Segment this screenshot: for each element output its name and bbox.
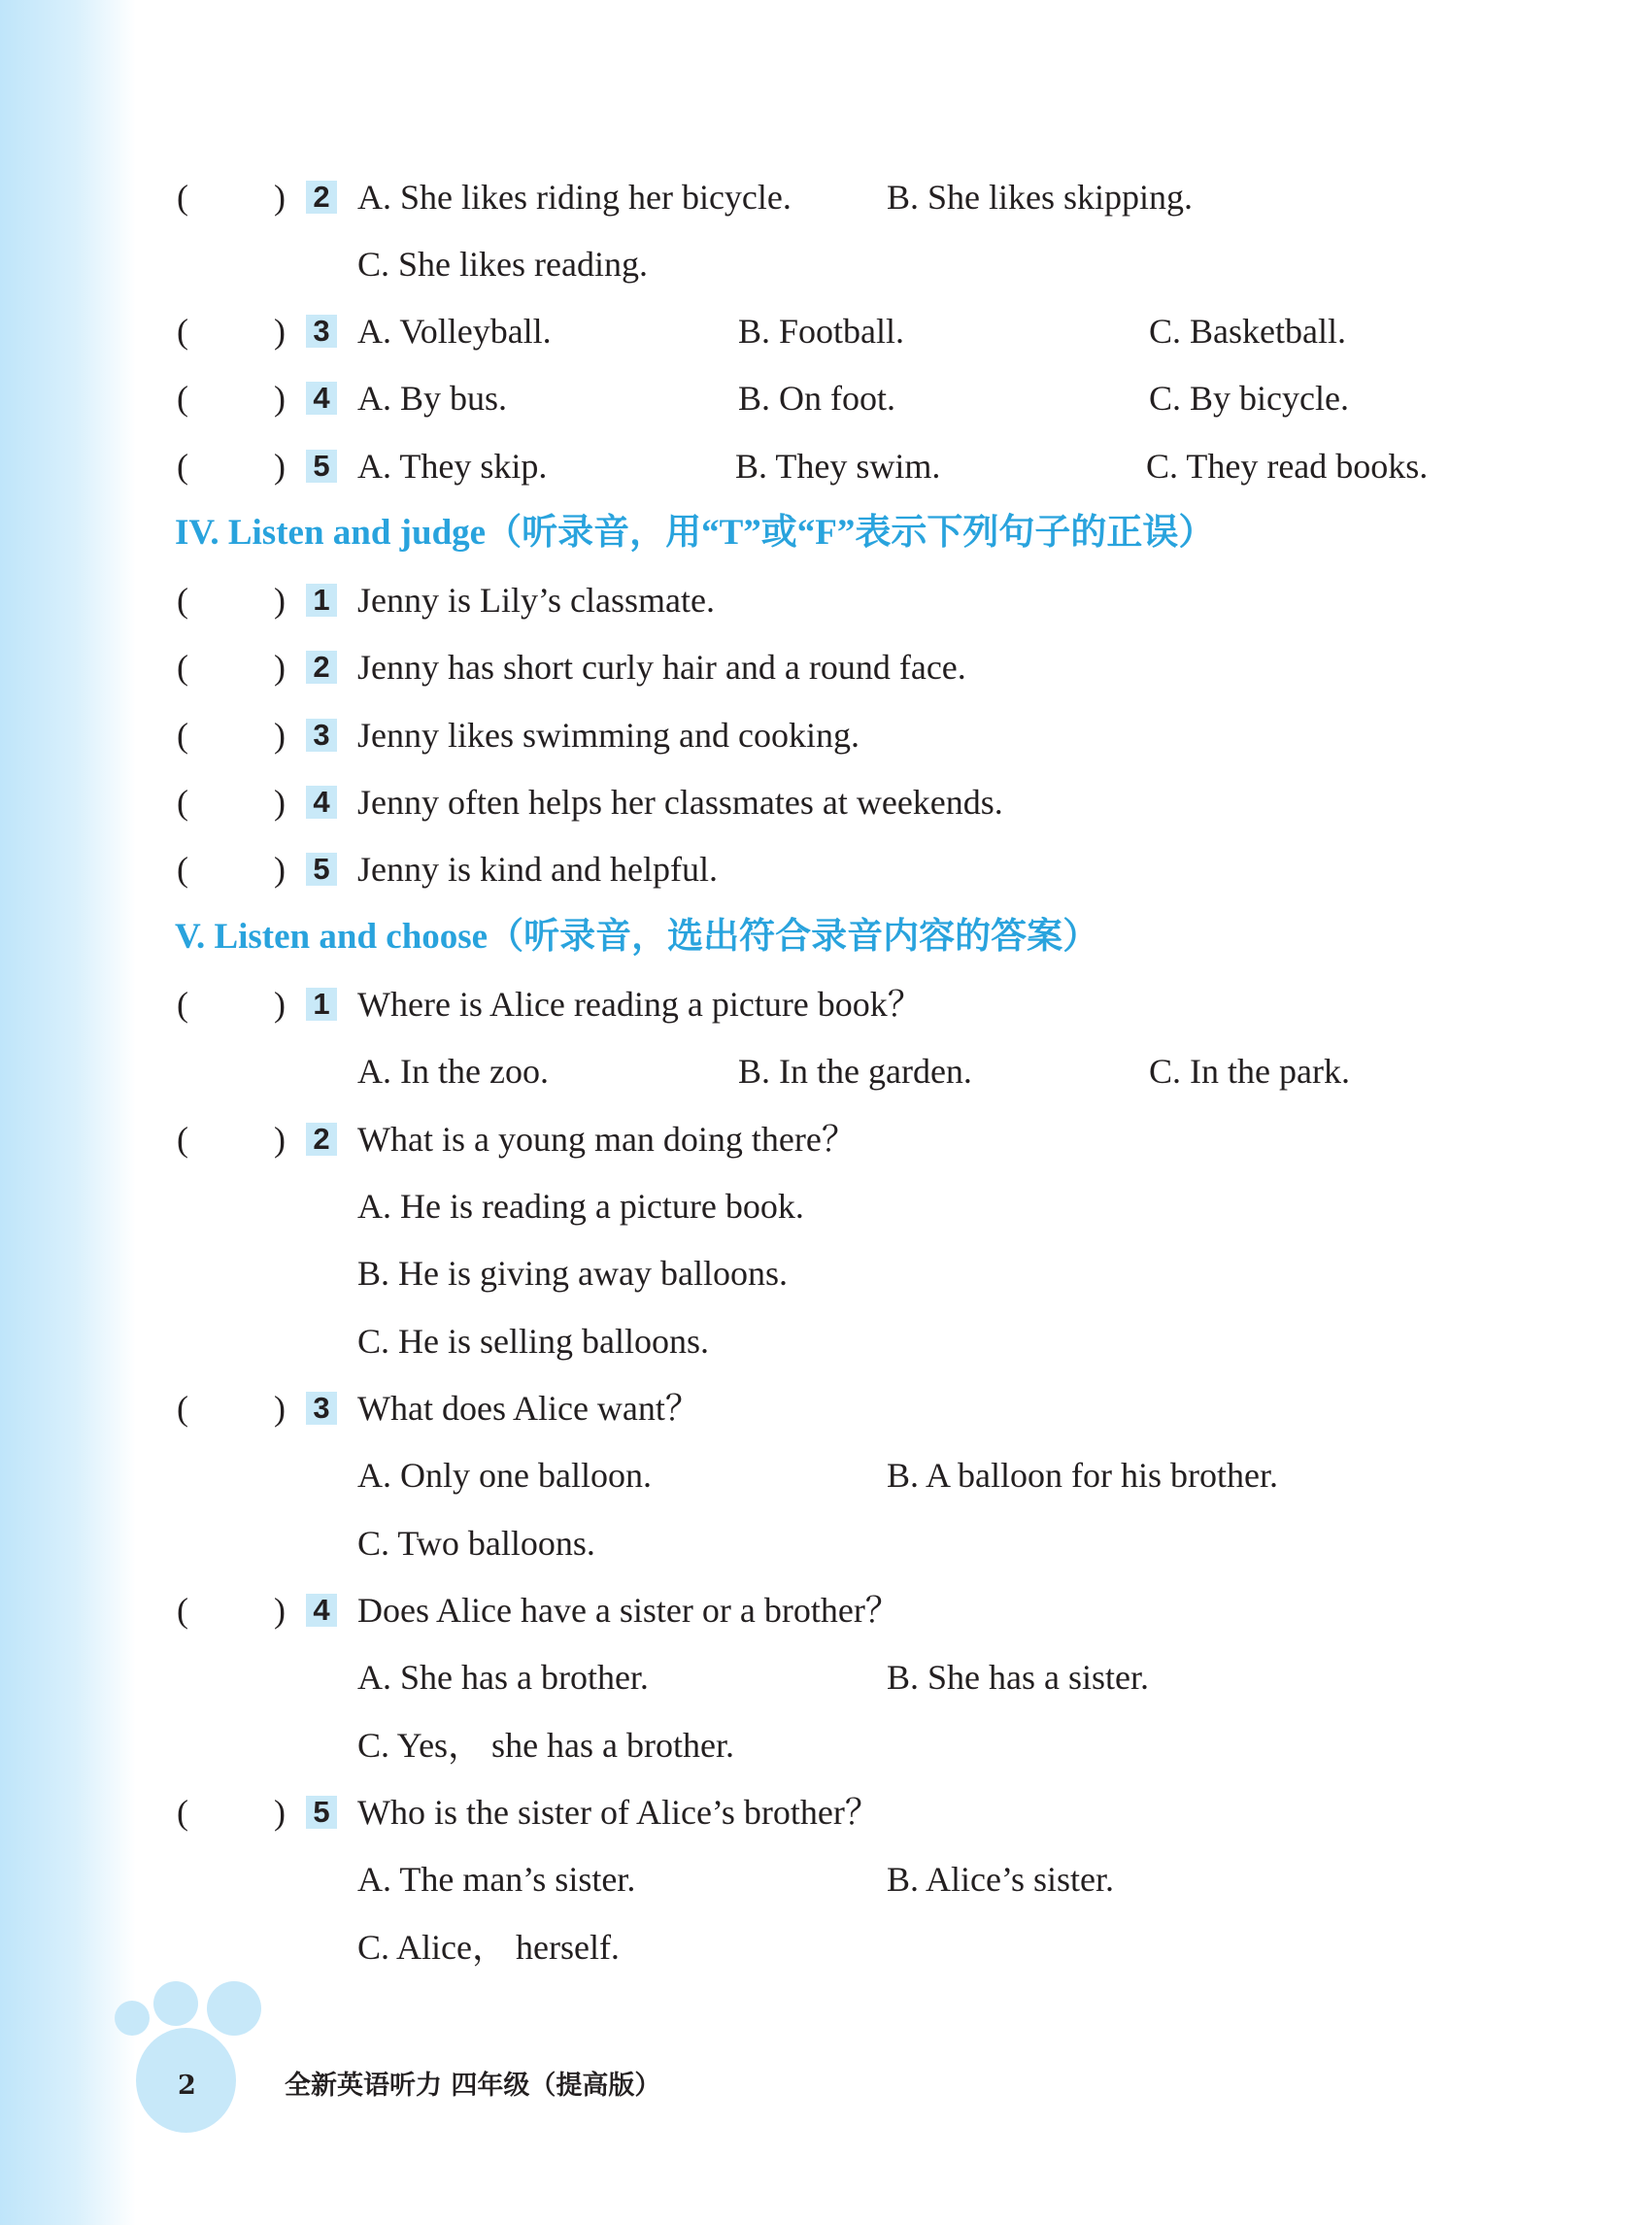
answer-blank-close: ) xyxy=(274,850,286,889)
answer-blank-close: ) xyxy=(274,312,286,351)
question-number: 3 xyxy=(306,719,337,752)
answer-blank-open: ( xyxy=(177,716,188,755)
answer-blank-open: ( xyxy=(177,1120,188,1159)
option-c: C. Basketball. xyxy=(1149,312,1346,351)
question-text: Where is Alice reading a picture book？ xyxy=(357,985,923,1024)
option-a: A. Volleyball. xyxy=(357,312,552,351)
answer-blank-open: ( xyxy=(177,1793,188,1832)
statement-text: Jenny is Lily’s classmate. xyxy=(357,581,715,620)
option-b: B. She has a sister. xyxy=(887,1658,1149,1697)
answer-blank-close: ) xyxy=(274,379,286,418)
book-title: 全新英语听力 四年级（提高版） xyxy=(285,2071,661,2101)
option-c: C. Two balloons. xyxy=(357,1524,595,1563)
answer-blank-close: ) xyxy=(274,581,286,620)
option-a: A. She has a brother. xyxy=(357,1658,649,1697)
answer-blank-close: ) xyxy=(274,783,286,822)
section-heading: V. Listen and choose（听录音，选出符合录音内容的答案） xyxy=(175,917,1099,957)
answer-blank-open: ( xyxy=(177,850,188,889)
option-a: A. She likes riding her bicycle. xyxy=(357,178,792,217)
question-text: What does Alice want？ xyxy=(357,1389,700,1428)
question-number: 4 xyxy=(306,1594,337,1627)
answer-blank-open: ( xyxy=(177,1591,188,1630)
option-a: A. He is reading a picture book. xyxy=(357,1187,804,1226)
option-b: B. He is giving away balloons. xyxy=(357,1254,788,1293)
answer-blank-close: ) xyxy=(274,1389,286,1428)
question-text: Who is the sister of Alice’s brother？ xyxy=(357,1793,880,1832)
answer-blank-open: ( xyxy=(177,447,188,486)
option-c: C. Yes， she has a brother. xyxy=(357,1726,734,1765)
answer-blank-close: ) xyxy=(274,648,286,687)
answer-blank-open: ( xyxy=(177,312,188,351)
question-text: Does Alice have a sister or a brother？ xyxy=(357,1591,900,1630)
statement-text: Jenny likes swimming and cooking. xyxy=(357,716,860,755)
answer-blank-open: ( xyxy=(177,648,188,687)
question-number: 4 xyxy=(306,786,337,819)
answer-blank-close: ) xyxy=(274,1120,286,1159)
option-c: C. They read books. xyxy=(1146,447,1429,486)
option-a: A. In the zoo. xyxy=(357,1052,549,1091)
question-number: 5 xyxy=(306,853,337,886)
option-b: B. Football. xyxy=(738,312,905,351)
answer-blank-close: ) xyxy=(274,447,286,486)
answer-blank-open: ( xyxy=(177,985,188,1024)
page-number: 2 xyxy=(178,2071,196,2101)
question-number: 1 xyxy=(306,584,337,617)
answer-blank-close: ) xyxy=(274,178,286,217)
statement-text: Jenny often helps her classmates at weekends. xyxy=(357,783,1003,822)
option-b: B. She likes skipping. xyxy=(887,178,1194,217)
answer-blank-open: ( xyxy=(177,178,188,217)
option-b: B. A balloon for his brother. xyxy=(887,1456,1278,1495)
answer-blank-close: ) xyxy=(274,1793,286,1832)
question-number: 2 xyxy=(306,651,337,684)
option-c: C. By bicycle. xyxy=(1149,379,1349,418)
option-c: C. In the park. xyxy=(1149,1052,1350,1091)
question-text: What is a young man doing there？ xyxy=(357,1120,857,1159)
answer-blank-close: ) xyxy=(274,985,286,1024)
question-number: 2 xyxy=(306,1123,337,1156)
option-b: B. They swim. xyxy=(735,447,941,486)
option-c: C. He is selling balloons. xyxy=(357,1322,709,1361)
option-a: A. They skip. xyxy=(357,447,548,486)
question-number: 5 xyxy=(306,1796,337,1829)
answer-blank-open: ( xyxy=(177,783,188,822)
question-number: 3 xyxy=(306,1392,337,1425)
option-a: A. Only one balloon. xyxy=(357,1456,652,1495)
statement-text: Jenny has short curly hair and a round face. xyxy=(357,648,966,687)
statement-text: Jenny is kind and helpful. xyxy=(357,850,718,889)
answer-blank-close: ) xyxy=(274,1591,286,1630)
option-c: C. Alice， herself. xyxy=(357,1928,620,1967)
option-b: B. Alice’s sister. xyxy=(887,1860,1114,1899)
option-a: A. By bus. xyxy=(357,379,508,418)
option-a: A. The man’s sister. xyxy=(357,1860,636,1899)
answer-blank-open: ( xyxy=(177,1389,188,1428)
page-edge-band xyxy=(0,0,136,2225)
answer-blank-open: ( xyxy=(177,581,188,620)
answer-blank-open: ( xyxy=(177,379,188,418)
question-number: 5 xyxy=(306,450,337,483)
question-number: 2 xyxy=(306,181,337,214)
question-number: 3 xyxy=(306,315,337,348)
question-number: 4 xyxy=(306,382,337,415)
section-heading: IV. Listen and judge（听录音，用“T”或“F”表示下列句子的正误） xyxy=(175,513,1215,553)
option-c: C. She likes reading. xyxy=(357,245,648,284)
option-b: B. On foot. xyxy=(738,379,895,418)
option-b: B. In the garden. xyxy=(738,1052,972,1091)
answer-blank-close: ) xyxy=(274,716,286,755)
question-number: 1 xyxy=(306,988,337,1021)
